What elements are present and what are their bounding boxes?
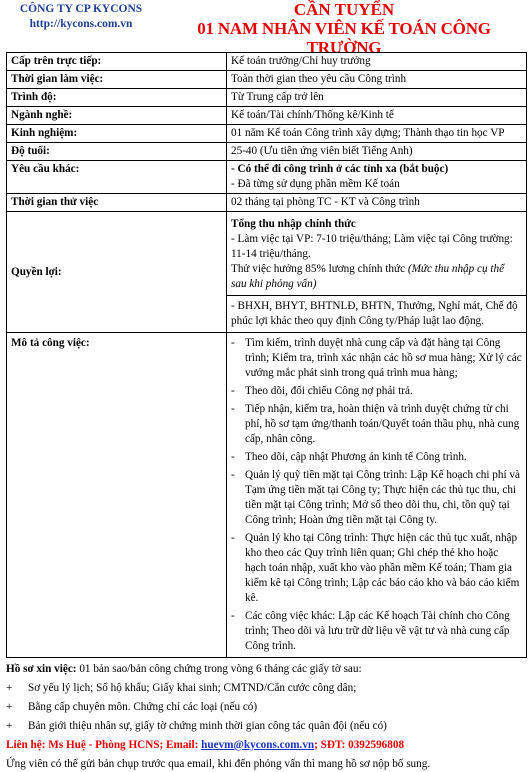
table-row <box>7 89 527 107</box>
task-item: - Các công việc khác: Lập các Kế hoạch Tài chính cho Công trình; Theo dõi và lưu trữ dữ liệu về vật tư và nhà cung cấp Công trình. <box>231 610 510 652</box>
benefits-title: Tổng thu nhập chính thức <box>231 218 356 230</box>
contact-phone: ; SĐT: 0392596808 <box>314 739 405 751</box>
row-label: Độ tuổi: <box>7 143 227 161</box>
row-label: Trình độ: <box>7 89 227 107</box>
row-value: Từ Trung cấp trở lên <box>227 89 527 107</box>
job-info-table <box>6 52 527 658</box>
table-row <box>7 212 527 296</box>
application-section <box>6 661 527 772</box>
row-value: 25-40 (Ưu tiên ứng viên biết Tiếng Anh) <box>227 143 527 161</box>
requirement-software: - Đã từng sử dụng phần mềm Kế toán <box>231 178 400 190</box>
task-list <box>231 336 522 654</box>
table-row <box>7 161 527 194</box>
row-value: Toàn thời gian theo yêu cầu Công trình <box>227 71 527 89</box>
application-title: Hồ sơ xin việc: <box>6 663 77 675</box>
row-label: Cấp trên trực tiếp: <box>7 53 227 71</box>
row-value: Kế toán trưởng/Chỉ huy trưởng <box>227 53 527 71</box>
row-value: Kế toán/Tài chính/Thống kê/Kinh tế <box>227 107 527 125</box>
recruitment-title <box>158 0 530 57</box>
table-row <box>7 125 527 143</box>
recruit-heading: CẦN TUYỂN <box>293 0 395 19</box>
contact-line <box>6 737 527 753</box>
job-description <box>227 333 527 658</box>
contact-prefix: Liên hệ: Ms Huệ - Phòng HCNS; Email: <box>6 739 202 751</box>
benefits-probation-pay <box>231 262 522 292</box>
table-row <box>7 333 527 658</box>
row-value <box>227 161 527 194</box>
row-label: Kinh nghiệm: <box>7 125 227 143</box>
row-label: Yêu cầu khác: <box>7 161 227 194</box>
application-item: + Sơ yếu lý lịch; Sổ hộ khẩu; Giấy khai sinh; CMTND/Căn cước công dân; <box>6 682 357 694</box>
row-value: 02 tháng tại phòng TC - KT và Công trình <box>227 194 527 212</box>
recruit-position: 01 NAM NHÂN VIÊN KẾ TOÁN CÔNG TRƯỜNG <box>197 19 491 57</box>
company-name: CÔNG TY CP KYCONS <box>19 3 143 15</box>
table-row <box>7 143 527 161</box>
requirement-mandatory: - Có thể đi công trình ở các tỉnh xa (bắt buộc) <box>231 163 449 175</box>
table-row <box>7 107 527 125</box>
company-website-link[interactable]: http://kycons.com.vn <box>29 18 133 30</box>
benefits-salary: - Làm việc tại VP: 7-10 triệu/tháng; Làm việc tại Công trường: 11-14 triệu/tháng. <box>231 233 513 260</box>
table-row <box>7 71 527 89</box>
benefits-label: Quyền lợi: <box>7 212 227 333</box>
submission-note: Ứng viên có thể gửi bản chụp trước qua email, khi đến phỏng vấn thì mang hồ sơ nộp bổ sung. <box>6 758 431 770</box>
table-row <box>7 53 527 71</box>
benefits-insurance: - BHXH, BHYT, BHTNLĐ, BHTN, Thưởng, Nghỉ mát, Chế độ phúc lợi khác theo quy định Công ty/Pháp luật lao động. <box>227 296 527 333</box>
task-item: - Tìm kiếm, trình duyệt nhà cung cấp và đặt hàng tại Công trình; Kiểm tra, trình xác nhận các hồ sơ mua hàng; Xử lý các vướng mắc phát sinh trong quá trình mua hàng; <box>231 337 522 379</box>
row-label: Ngành nghề: <box>7 107 227 125</box>
job-description-label: Mô tả công việc: <box>7 333 227 658</box>
contact-email-link[interactable]: huevm@kycons.com.vn <box>201 739 315 751</box>
row-value: 01 năm Kế toán Công trình xây dựng; Thành thạo tin học VP <box>227 125 527 143</box>
benefits-income <box>227 212 527 296</box>
table-row <box>7 194 527 212</box>
probation-pay-note: (Mức thu nhập cụ thể sau khi phỏng vấn) <box>231 263 505 290</box>
application-item: + Bằng cấp chuyên môn. Chứng chỉ các loại (nếu có) <box>6 701 258 713</box>
row-label: Thời gian làm việc: <box>7 71 227 89</box>
task-item: - Theo dõi, cập nhật Phương án kinh tế Công trình. <box>231 451 467 463</box>
task-item: - Tiếp nhận, kiểm tra, hoàn thiện và trình duyệt chứng từ chi phí, hồ sơ tạm ứng/thanh toán/Quyết toán thầu phụ, nhà cung cấp, nhân công. <box>231 403 520 445</box>
probation-pay-text: Thử việc hưởng 85% lương chính thức <box>231 263 406 275</box>
application-intro <box>6 661 527 677</box>
application-item: + Bản giới thiệu nhân sự, giấy tờ chứng minh thời gian công tác quân đội (nếu có) <box>6 720 387 732</box>
task-item: - Theo dõi, đối chiếu Công nợ phải trả. <box>231 385 413 397</box>
row-label: Thời gian thử việc <box>7 194 227 212</box>
company-header <box>6 2 156 32</box>
task-item: - Quản lý kho tại Công trình: Thực hiện các thủ tục xuất, nhập kho theo các Quy trình liên quan; Ghi chép thẻ kho hoặc hạch toán nhập, xuất kho vào phần mềm Kế toán; Tham gia kiểm kê tại Công trình; Lập các báo cáo kho và báo cáo kiểm kê. <box>231 532 520 604</box>
task-item: - Quản lý quỹ tiền mặt tại Công trình: Lập Kế hoạch chi phí và Tạm ứng tiền mặt tại Công ty; Thực hiện các thủ tục thu, chi tiền mặt tại Công trình; Mở sổ theo dõi thu, chi, tồn quỹ tại Công trình; Hoàn ứng tiền mặt tại Công ty. <box>231 469 520 526</box>
application-intro-text: 01 bản sao/bản công chứng trong vòng 6 tháng các giấy tờ sau: <box>79 663 362 675</box>
application-items <box>6 680 527 734</box>
